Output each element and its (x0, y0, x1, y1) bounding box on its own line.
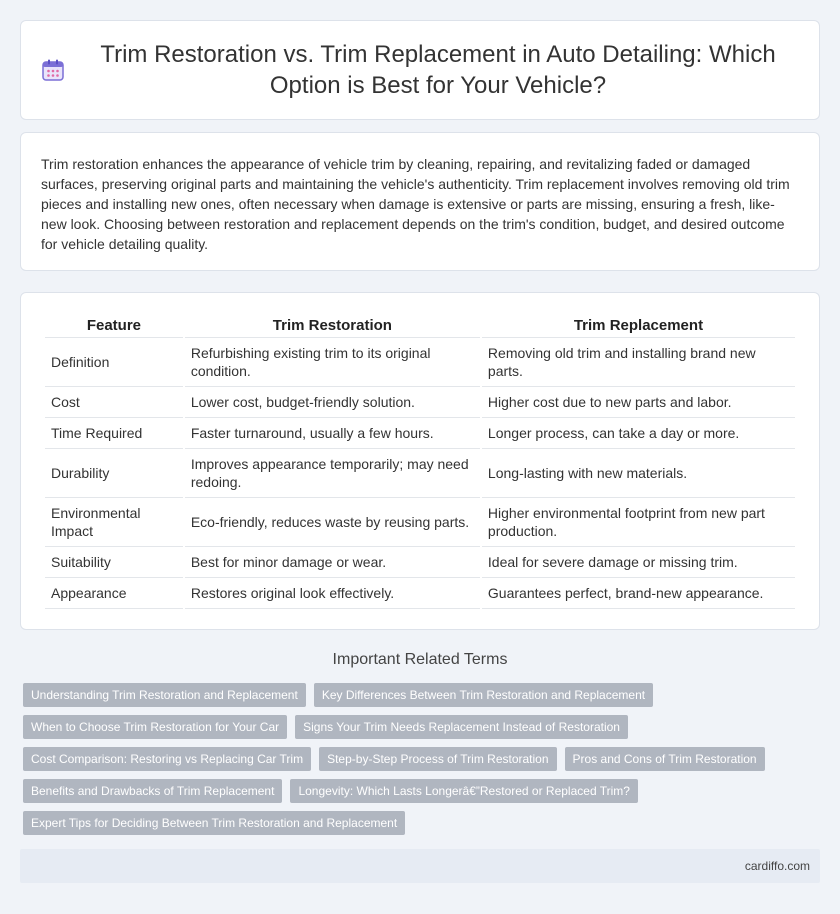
tag-row (23, 683, 803, 707)
restoration-cell: Eco-friendly, reduces waste by reusing parts. (185, 498, 480, 547)
intro-card (20, 132, 820, 271)
table-row (45, 578, 795, 609)
replacement-cell: Higher cost due to new parts and labor. (482, 387, 795, 418)
related-term-tag[interactable]: Expert Tips for Deciding Between Trim Restoration and Replacement (23, 811, 405, 835)
replacement-cell: Long-lasting with new materials. (482, 449, 795, 498)
related-terms-list (23, 683, 803, 843)
header-trim-replacement: Trim Replacement (482, 316, 795, 338)
tag-row (23, 811, 803, 835)
replacement-cell: Longer process, can take a day or more. (482, 418, 795, 449)
feature-cell: Environmental Impact (45, 498, 183, 547)
table-row (45, 449, 795, 498)
restoration-cell: Faster turnaround, usually a few hours. (185, 418, 480, 449)
comparison-table (43, 316, 797, 609)
footer (20, 849, 820, 883)
restoration-cell: Lower cost, budget-friendly solution. (185, 387, 480, 418)
header-feature: Feature (45, 316, 183, 338)
restoration-cell: Best for minor damage or wear. (185, 547, 480, 578)
table-row (45, 387, 795, 418)
replacement-cell: Removing old trim and installing brand new parts. (482, 338, 795, 387)
tag-row (23, 779, 803, 803)
feature-cell: Definition (45, 338, 183, 387)
feature-cell: Appearance (45, 578, 183, 609)
table-row (45, 338, 795, 387)
table-row (45, 498, 795, 547)
restoration-cell: Restores original look effectively. (185, 578, 480, 609)
related-term-tag[interactable]: When to Choose Trim Restoration for Your Car (23, 715, 287, 739)
feature-cell: Time Required (45, 418, 183, 449)
related-term-tag[interactable]: Key Differences Between Trim Restoration and Replacement (314, 683, 653, 707)
table-row (45, 547, 795, 578)
calendar-icon (40, 57, 66, 83)
intro-paragraph: Trim restoration enhances the appearance of vehicle trim by cleaning, repairing, and revitalizing faded or damaged surfaces, preserving original parts and maintaining the vehicle's authenticity. Trim replacement involves removing old trim pieces and installing new ones, often necessary when damage is extensive or parts are missing, ensuring a fresh, like-new look. Choosing between restoration and replacement depends on the trim's condition, budget, and desired outcome for vehicle detailing quality. (41, 156, 790, 252)
related-term-tag[interactable]: Step-by-Step Process of Trim Restoration (319, 747, 556, 771)
related-term-tag[interactable]: Signs Your Trim Needs Replacement Instead of Restoration (295, 715, 628, 739)
feature-cell: Cost (45, 387, 183, 418)
comparison-card (20, 292, 820, 630)
restoration-cell: Improves appearance temporarily; may need redoing. (185, 449, 480, 498)
related-term-tag[interactable]: Benefits and Drawbacks of Trim Replacement (23, 779, 282, 803)
tag-row (23, 747, 803, 771)
header-card (20, 20, 820, 120)
feature-cell: Durability (45, 449, 183, 498)
related-term-tag[interactable]: Longevity: Which Lasts Longerâ€”Restored or Replaced Trim? (290, 779, 638, 803)
page-title: Trim Restoration vs. Trim Replacement in Auto Detailing: Which Option is Best for Your Vehicle? (100, 41, 776, 99)
restoration-cell: Refurbishing existing trim to its original condition. (185, 338, 480, 387)
related-terms-title: Important Related Terms (332, 651, 508, 668)
replacement-cell: Higher environmental footprint from new part production. (482, 498, 795, 547)
related-term-tag[interactable]: Understanding Trim Restoration and Replacement (23, 683, 306, 707)
title-wrap (40, 39, 800, 101)
table-row (45, 418, 795, 449)
replacement-cell: Ideal for severe damage or missing trim. (482, 547, 795, 578)
tag-row (23, 715, 803, 739)
replacement-cell: Guarantees perfect, brand-new appearance. (482, 578, 795, 609)
related-term-tag[interactable]: Pros and Cons of Trim Restoration (565, 747, 765, 771)
header-trim-restoration: Trim Restoration (185, 316, 480, 338)
related-term-tag[interactable]: Cost Comparison: Restoring vs Replacing Car Trim (23, 747, 311, 771)
footer-site-link[interactable]: cardiffo.com (744, 859, 810, 873)
feature-cell: Suitability (45, 547, 183, 578)
table-header-row (45, 316, 795, 338)
